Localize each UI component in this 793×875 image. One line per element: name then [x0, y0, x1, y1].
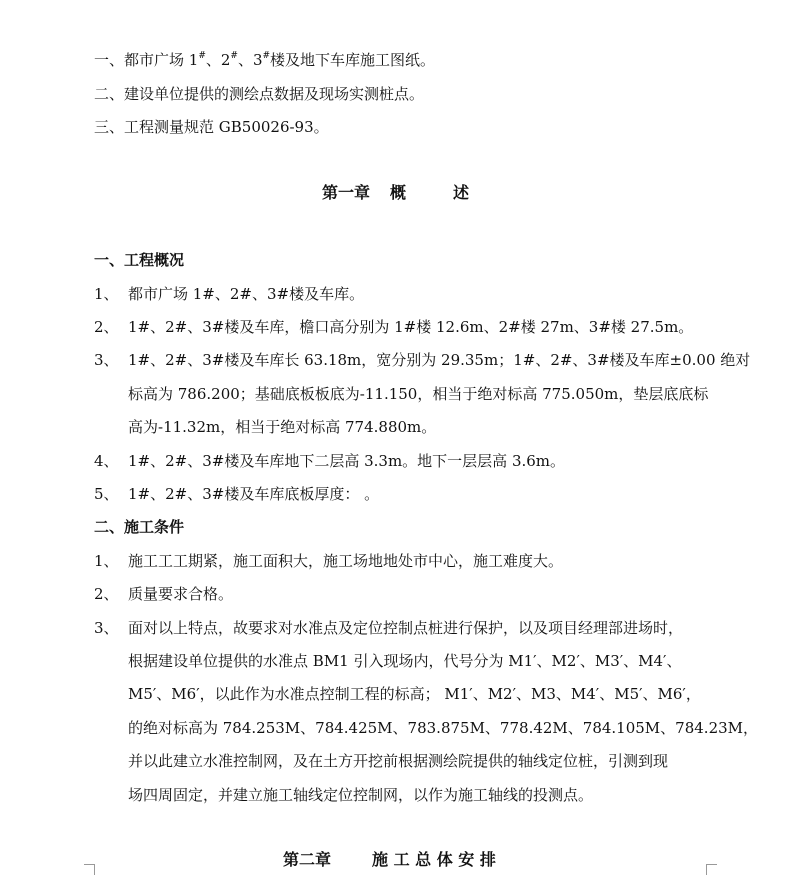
item-index: 2、 — [94, 585, 119, 603]
section-2-heading: 二、施工条件 — [94, 518, 185, 536]
crop-mark-right — [706, 864, 717, 875]
item-text: 1#、2#、3#楼及车库底板厚度： 。 — [128, 485, 380, 503]
item-text-line-5: 并以此建立水准控制网，及在土方开挖前根据测绘院提供的轴线定位桩，引测到现 — [128, 752, 669, 770]
item-index: 3、 — [94, 619, 119, 637]
item-text-line-1: 面对以上特点，故要求对水准点及定位控制点桩进行保护，以及项目经理部进场时， — [128, 619, 684, 637]
reference-item-3: 三、工程测量规范 GB50026-93。 — [94, 118, 329, 136]
item-text: 质量要求合格。 — [128, 585, 234, 603]
item-text: 施工工工期紧，施工面积大，施工场地地处市中心，施工难度大。 — [128, 552, 564, 570]
item-text-line-3: 高为-11.32m，相当于绝对标高 774.880m。 — [128, 418, 437, 436]
item-text-line-2: 标高为 786.200；基础底板板底为-11.150，相当于绝对标高 775.050m，垫层底底标 — [128, 385, 709, 403]
section-1-heading: 一、工程概况 — [94, 251, 185, 269]
chapter-1-title-b: 述 — [453, 183, 470, 202]
reference-item-1: 一、都市广场 1#、2#、3#楼及地下车库施工图纸。 — [94, 51, 436, 69]
item-text: 1#、2#、3#楼及车库，檐口高分别为 1#楼 12.6m、2#楼 27m、3#楼 27.5m。 — [128, 318, 694, 336]
item-index: 1、 — [94, 552, 119, 570]
chapter-2-number: 第二章 — [283, 850, 332, 869]
item-text-line-1: 1#、2#、3#楼及车库长 63.18m，宽分别为 29.35m；1#、2#、3#楼及车库±0.00 绝对 — [128, 351, 751, 369]
item-index: 5、 — [94, 485, 119, 503]
crop-mark-left — [84, 864, 95, 875]
item-text: 都市广场 1#、2#、3#楼及车库。 — [128, 285, 365, 303]
item-text-line-6: 场四周固定，并建立施工轴线定位控制网，以作为施工轴线的投测点。 — [128, 786, 594, 804]
reference-item-2: 二、建设单位提供的测绘点数据及现场实测桩点。 — [94, 85, 425, 103]
item-text-line-2: 根据建设单位提供的水准点 BM1 引入现场内，代号分为 M1′、M2′、M3′、M4′、 — [128, 652, 682, 670]
chapter-1-title-a: 概 — [390, 183, 407, 202]
item-text-line-4: 的绝对标高为 784.253M、784.425M、783.875M、778.42M、784.105M、784.23M， — [128, 719, 759, 737]
item-index: 1、 — [94, 285, 119, 303]
chapter-2-title: 施 工 总 体 安 排 — [372, 850, 496, 869]
item-index: 2、 — [94, 318, 119, 336]
item-index: 3、 — [94, 351, 119, 369]
chapter-1-number: 第一章 — [322, 183, 371, 202]
item-text: 1#、2#、3#楼及车库地下二层高 3.3m。地下一层层高 3.6m。 — [128, 452, 566, 470]
item-index: 4、 — [94, 452, 119, 470]
item-text-line-3: M5′、M6′，以此作为水准点控制工程的标高； M1′、M2′、M3、M4′、M5′、M6′， — [128, 685, 701, 703]
